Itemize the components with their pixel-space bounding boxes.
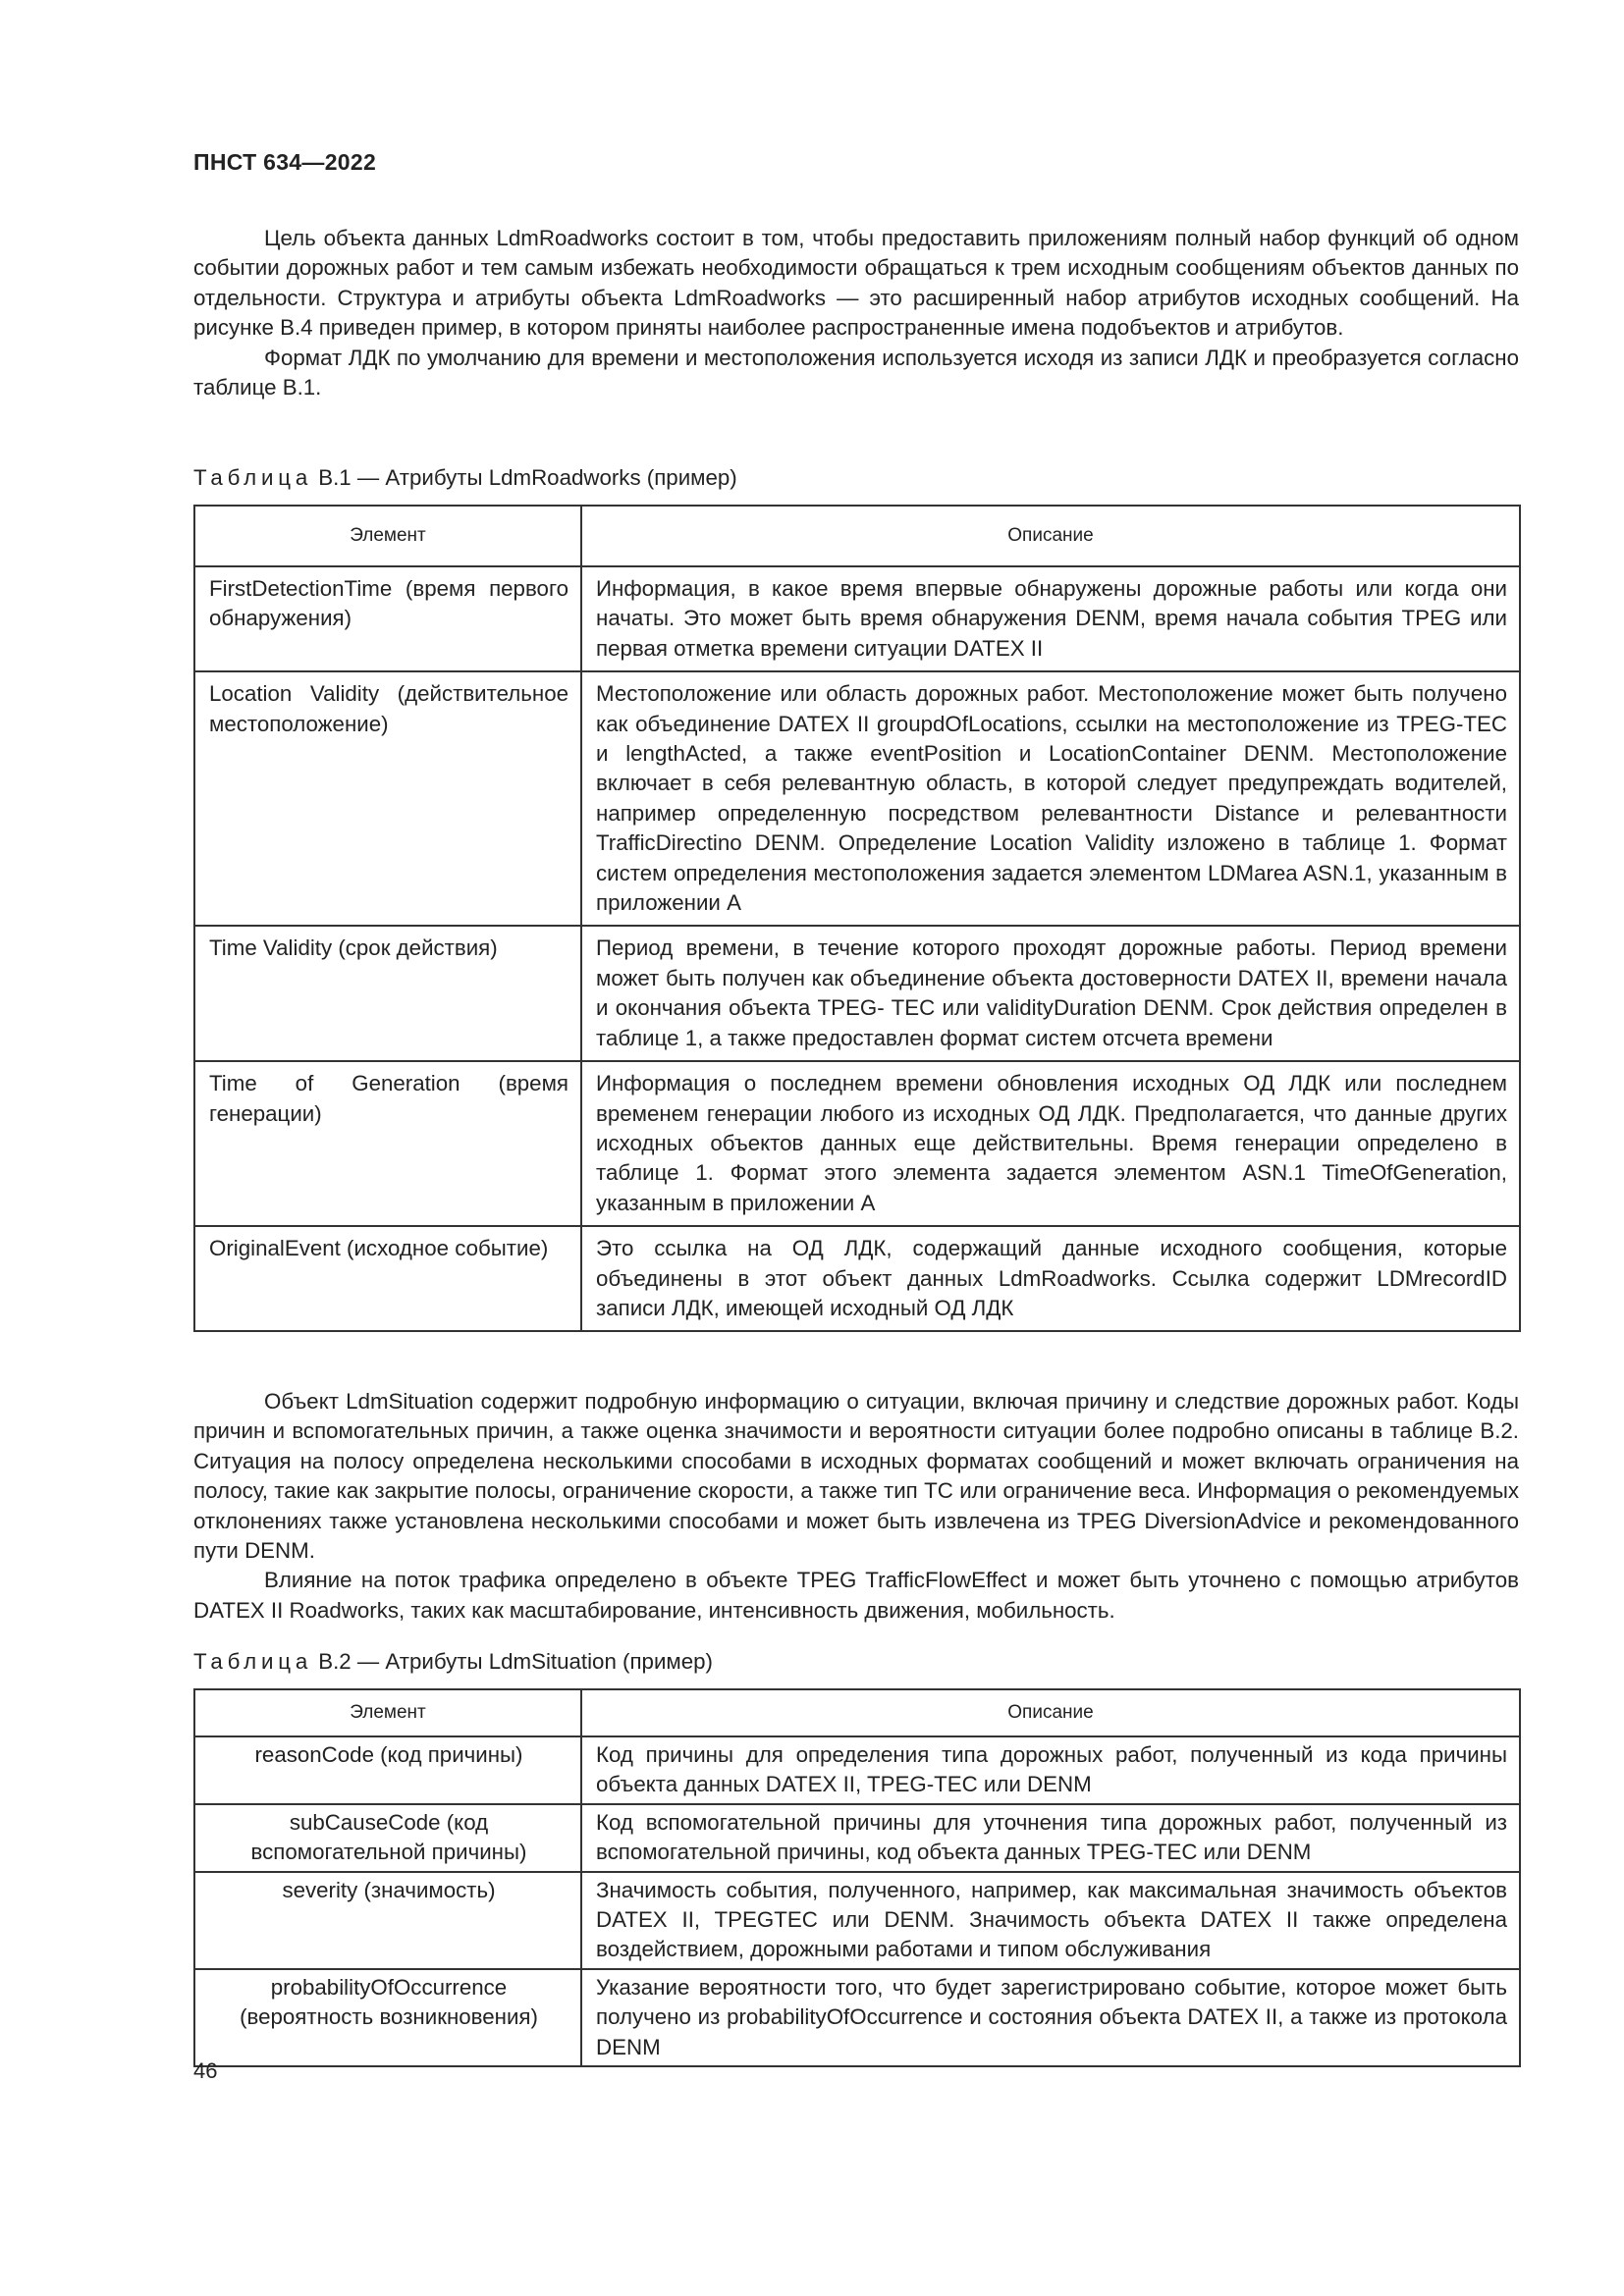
paragraph: Влияние на поток трафика определено в объекте TPEG TrafficFlowEffect и может быть уточнено с помощью атрибутов DATEX II Roadworks, таких как масштабирование, интенсивность движения, мобильность. (193, 1568, 1519, 1623)
table-row (194, 1872, 1520, 1969)
table-row (194, 1226, 1520, 1331)
table-row (194, 566, 1520, 671)
table-cell: Time of Generation (время генерации) (194, 1061, 581, 1226)
table-caption (193, 465, 737, 491)
table-caption-title: В.1 — Атрибуты LdmRoadworks (пример) (318, 465, 737, 490)
table-cell: Период времени, в течение которого проходят дорожные работы. Период времени может быть получен как объединение объекта достоверности DATEX II, времени начала и окончания объекта TPEG- TEC или validityDuration DENM. Срок действия определен в таблице 1, а также предоставлен формат систем отсчета времени (581, 926, 1520, 1061)
column-header: Элемент (194, 506, 581, 566)
attributes-table-ldmsituation (193, 1688, 1521, 2067)
attributes-table-ldmroadworks (193, 505, 1521, 1332)
table-cell: severity (значимость) (194, 1872, 581, 1969)
table-cell: Информация о последнем времени обновления исходных ОД ЛДК или последнем временем генерации любого из исходных ОД ЛДК. Предполагается, что данные других исходных объектов данных еще действительны. Время генерации определено в таблице 1. Формат этого элемента задается элементом ASN.1 TimeOfGeneration, указанным в приложении А (581, 1061, 1520, 1226)
table-header-row (194, 506, 1520, 566)
table-cell: OriginalEvent (исходное событие) (194, 1226, 581, 1331)
table-caption-label: Таблица (193, 1649, 313, 1674)
table-row (194, 1804, 1520, 1872)
column-header: Описание (581, 1689, 1520, 1736)
table-cell: reasonCode (код причины) (194, 1736, 581, 1804)
table-cell: probabilityOfOccurrence (вероятность возникновения) (194, 1969, 581, 2066)
table-cell: Код вспомогательной причины для уточнения типа дорожных работ, полученный из вспомогательной причины, код объекта данных TPEG-TEC или DENM (581, 1804, 1520, 1872)
intro-text (193, 224, 1519, 402)
page-number: 46 (193, 2058, 218, 2083)
table-caption-title: В.2 — Атрибуты LdmSituation (пример) (318, 1649, 713, 1674)
table-cell: Time Validity (срок действия) (194, 926, 581, 1061)
table-cell: Это ссылка на ОД ЛДК, содержащий данные исходного сообщения, которые объединены в этот объект данных LdmRoadworks. Ссылка содержит LDMrecordID записи ЛДК, имеющей исходный ОД ЛДК (581, 1226, 1520, 1331)
table-row (194, 671, 1520, 926)
table-row (194, 1061, 1520, 1226)
table-cell: Значимость события, полученного, например, как максимальная значимость объектов DATEX II, TPEGTEC или DENM. Значимость объекта DATEX II также определена воздействием, дорожными работами и типом обслуживания (581, 1872, 1520, 1969)
table-cell: Информация, в какое время впервые обнаружены дорожные работы или когда они начаты. Это может быть время обнаружения DENM, время начала события TPEG или первая отметка времени ситуации DATEX II (581, 566, 1520, 671)
table-cell: FirstDetectionTime (время первого обнаружения) (194, 566, 581, 671)
middle-text (193, 1387, 1519, 1626)
document-header: ПНСТ 634—2022 (193, 149, 377, 175)
table-cell: Местоположение или область дорожных работ. Местоположение может быть получено как объединение DATEX II groupdOfLocations, ссылки на местоположение из TPEG-TEC и lengthActed, а также eventPosition и LocationContainer DENM. Местоположение включает в себя релевантную область, в которой следует предупреждать водителей, например определенную посредством релевантности Distance и релевантности TrafficDirectino DENM. Определение Location Validity изложено в таблице 1. Формат систем определения местоположения задается элементом LDMarea ASN.1, указанным в приложении А (581, 671, 1520, 926)
table-header-row (194, 1689, 1520, 1736)
table-row (194, 1736, 1520, 1804)
table-cell: Код причины для определения типа дорожных работ, полученный из кода причины объекта данных DATEX II, TPEG-TEC или DENM (581, 1736, 1520, 1804)
table-cell: Location Validity (действительное местоположение) (194, 671, 581, 926)
table-caption-label: Таблица (193, 465, 313, 490)
paragraph: Объект LdmSituation содержит подробную информацию о ситуации, включая причину и следствие дорожных работ. Коды причин и вспомогательных причин, а также оценка значимости и вероятности ситуации более подробно описаны в таблице В.2. Ситуация на полосу определена несколькими способами в исходных форматах сообщений и может включать ограничения на полосу, такие как закрытие полосы, ограничение скорости, а также тип ТС или ограничение веса. Информация о рекомендуемых отклонениях также установлена несколькими способами и может быть извлечена из TPEG DiversionAdvice и рекомендованного пути DENM. (193, 1389, 1519, 1564)
table-row (194, 1969, 1520, 2066)
table-cell: Указание вероятности того, что будет зарегистрировано событие, которое может быть получено из probabilityOfOccurrence и состояния объекта DATEX II, а также из протокола DENM (581, 1969, 1520, 2066)
table-cell: subCauseCode (код вспомогательной причины) (194, 1804, 581, 1872)
column-header: Описание (581, 506, 1520, 566)
table-caption (193, 1649, 713, 1675)
table-row (194, 926, 1520, 1061)
column-header: Элемент (194, 1689, 581, 1736)
paragraph: Формат ЛДК по умолчанию для времени и местоположения используется исходя из записи ЛДК и преобразуется согласно таблице В.1. (193, 345, 1519, 400)
paragraph: Цель объекта данных LdmRoadworks состоит в том, чтобы предоставить приложениям полный набор функций об одном событии дорожных работ и тем самым избежать необходимости обращаться к трем исходным сообщениям объектов данных по отдельности. Структура и атрибуты объекта LdmRoadworks — это расширенный набор атрибутов исходных сообщений. На рисунке В.4 приведен пример, в котором приняты наиболее распространенные имена подобъектов и атрибутов. (193, 226, 1519, 341)
